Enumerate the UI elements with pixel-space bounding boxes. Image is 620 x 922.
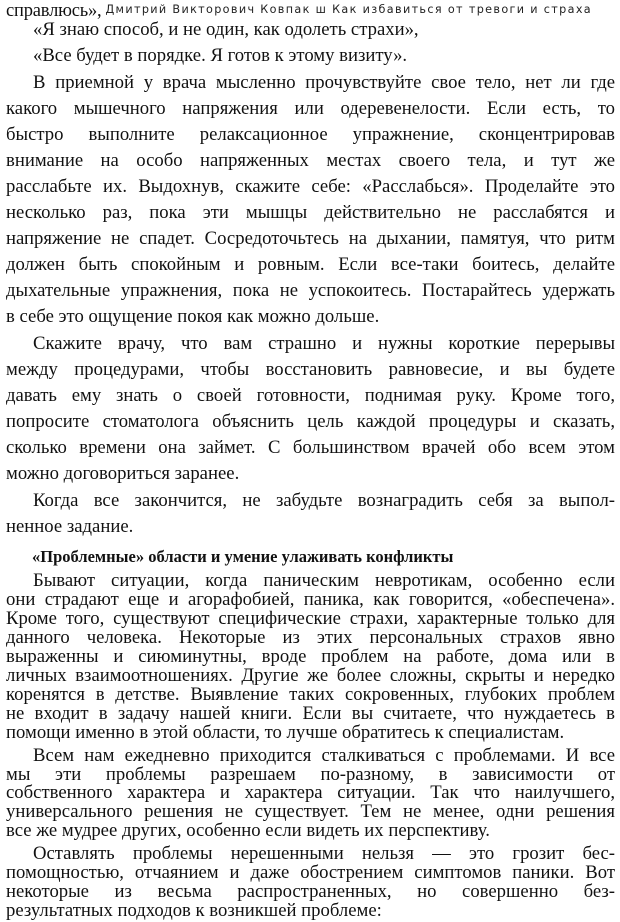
text-line: «Все будет в порядке. Я готов к этому визиту». <box>33 45 408 66</box>
text-line: расслабьте их. Выдохнув, скажите себе: «Расслабься». Проделайте это <box>6 176 615 197</box>
text-line: какого мышечного напряжения или одеревенелости. Если есть, то <box>6 98 615 119</box>
text-line: помощностью, отчаянием и даже обострением симптомов паники. Вот <box>6 862 615 884</box>
text-line: «Я знаю способ, и не один, как одолеть страхи», <box>33 19 419 40</box>
text-line: результатных подходов к возникшей проблеме: <box>6 900 382 922</box>
text-line: Кроме того, существуют специфические страхи, характерные только для <box>6 607 615 629</box>
text-line: Когда все закончится, не забудьте вознаградить себя за выпол- <box>33 490 615 511</box>
text-line: Скажите врачу, что вам страшно и нужны короткие перерывы <box>33 333 615 354</box>
text-line: ненное задание. <box>6 516 134 537</box>
carryover-word: справлюсь», <box>6 1 102 21</box>
text-line: быстро выполните релаксационное упражнение, сконцентрировав <box>6 124 615 145</box>
text-line: Бывают ситуации, когда паническим невротикам, особенно если <box>33 570 615 591</box>
text-line: можно договориться заранее. <box>6 463 240 484</box>
text-line: должен быть спокойным и ровным. Если все-таки боитесь, делайте <box>6 254 615 275</box>
text-line: не входит в задачу нашей книги. Если вы считаете, что нуждаетесь в <box>6 702 615 724</box>
text-line: несколько раз, пока эти мышцы действительно не расслабятся и <box>6 202 615 223</box>
running-head: Дмитрий Викторович Ковпак ш Как избавиться от тревоги и страха <box>105 3 593 16</box>
text-line: внимание на особо напряженных местах своего тела, и тут же <box>6 150 615 171</box>
text-line: собственного характера и характера ситуации. Так что наилучшего, <box>6 782 615 804</box>
text-line: личных взаимоотношениях. Другие же более сложны, скрыты и нередко <box>6 664 615 686</box>
text-line: сколько времени она займет. С большинством врачей обо всем этом <box>6 437 615 458</box>
text-line: Оставлять проблемы нерешенными нельзя — это грозит бес- <box>33 843 615 865</box>
text-line: данного человека. Некоторые из этих персональных страхов явно <box>6 626 615 648</box>
text-line: некоторые из весьма распространенных, но совершенно без- <box>6 881 615 903</box>
text-line: помощи именно в этой области, то лучше обратитесь к специалистам. <box>6 721 565 743</box>
text-line: попросите стоматолога объяснить цель каждой процедуры и сказать, <box>6 411 615 432</box>
text-line: давать ему знать о своей готовности, поднимая руку. Кроме того, <box>6 385 615 406</box>
text-line: они страдают еще и агорафобией, паника, как говорится, «обеспечена». <box>6 588 615 610</box>
text-line: дыхательные упражнения, пока не успокоитесь. Постарайтесь удержать <box>6 280 615 301</box>
text-line: напряжение не спадет. Сосредоточьтесь на дыхании, памятуя, что ритм <box>6 228 615 249</box>
text-line: выраженны и сиюминутны, вроде проблем на работе, дома или в <box>6 645 615 667</box>
text-line: в себе это ощущение покоя как можно дольше. <box>6 306 380 327</box>
text-line: Всем нам ежедневно приходится сталкиваться с проблемами. И все <box>33 744 615 766</box>
text-line: все же мудрее других, особенно если видеть их перспективу. <box>6 820 490 842</box>
text-line: между процедурами, чтобы восстановить равновесие, и вы будете <box>6 359 615 380</box>
text-line: универсального решения не существует. Тем не менее, одни решения <box>6 801 615 823</box>
text-line: коренятся в детстве. Выявление таких сокровенных, глубоких проблем <box>6 683 615 705</box>
text-line: мы эти проблемы разрешаем по-разному, в зависимости от <box>6 763 615 785</box>
text-line: В приемной у врача мысленно прочувствуйте свое тело, нет ли где <box>33 72 615 93</box>
section-heading: «Проблемные» области и умение улаживать конфликты <box>32 547 454 566</box>
